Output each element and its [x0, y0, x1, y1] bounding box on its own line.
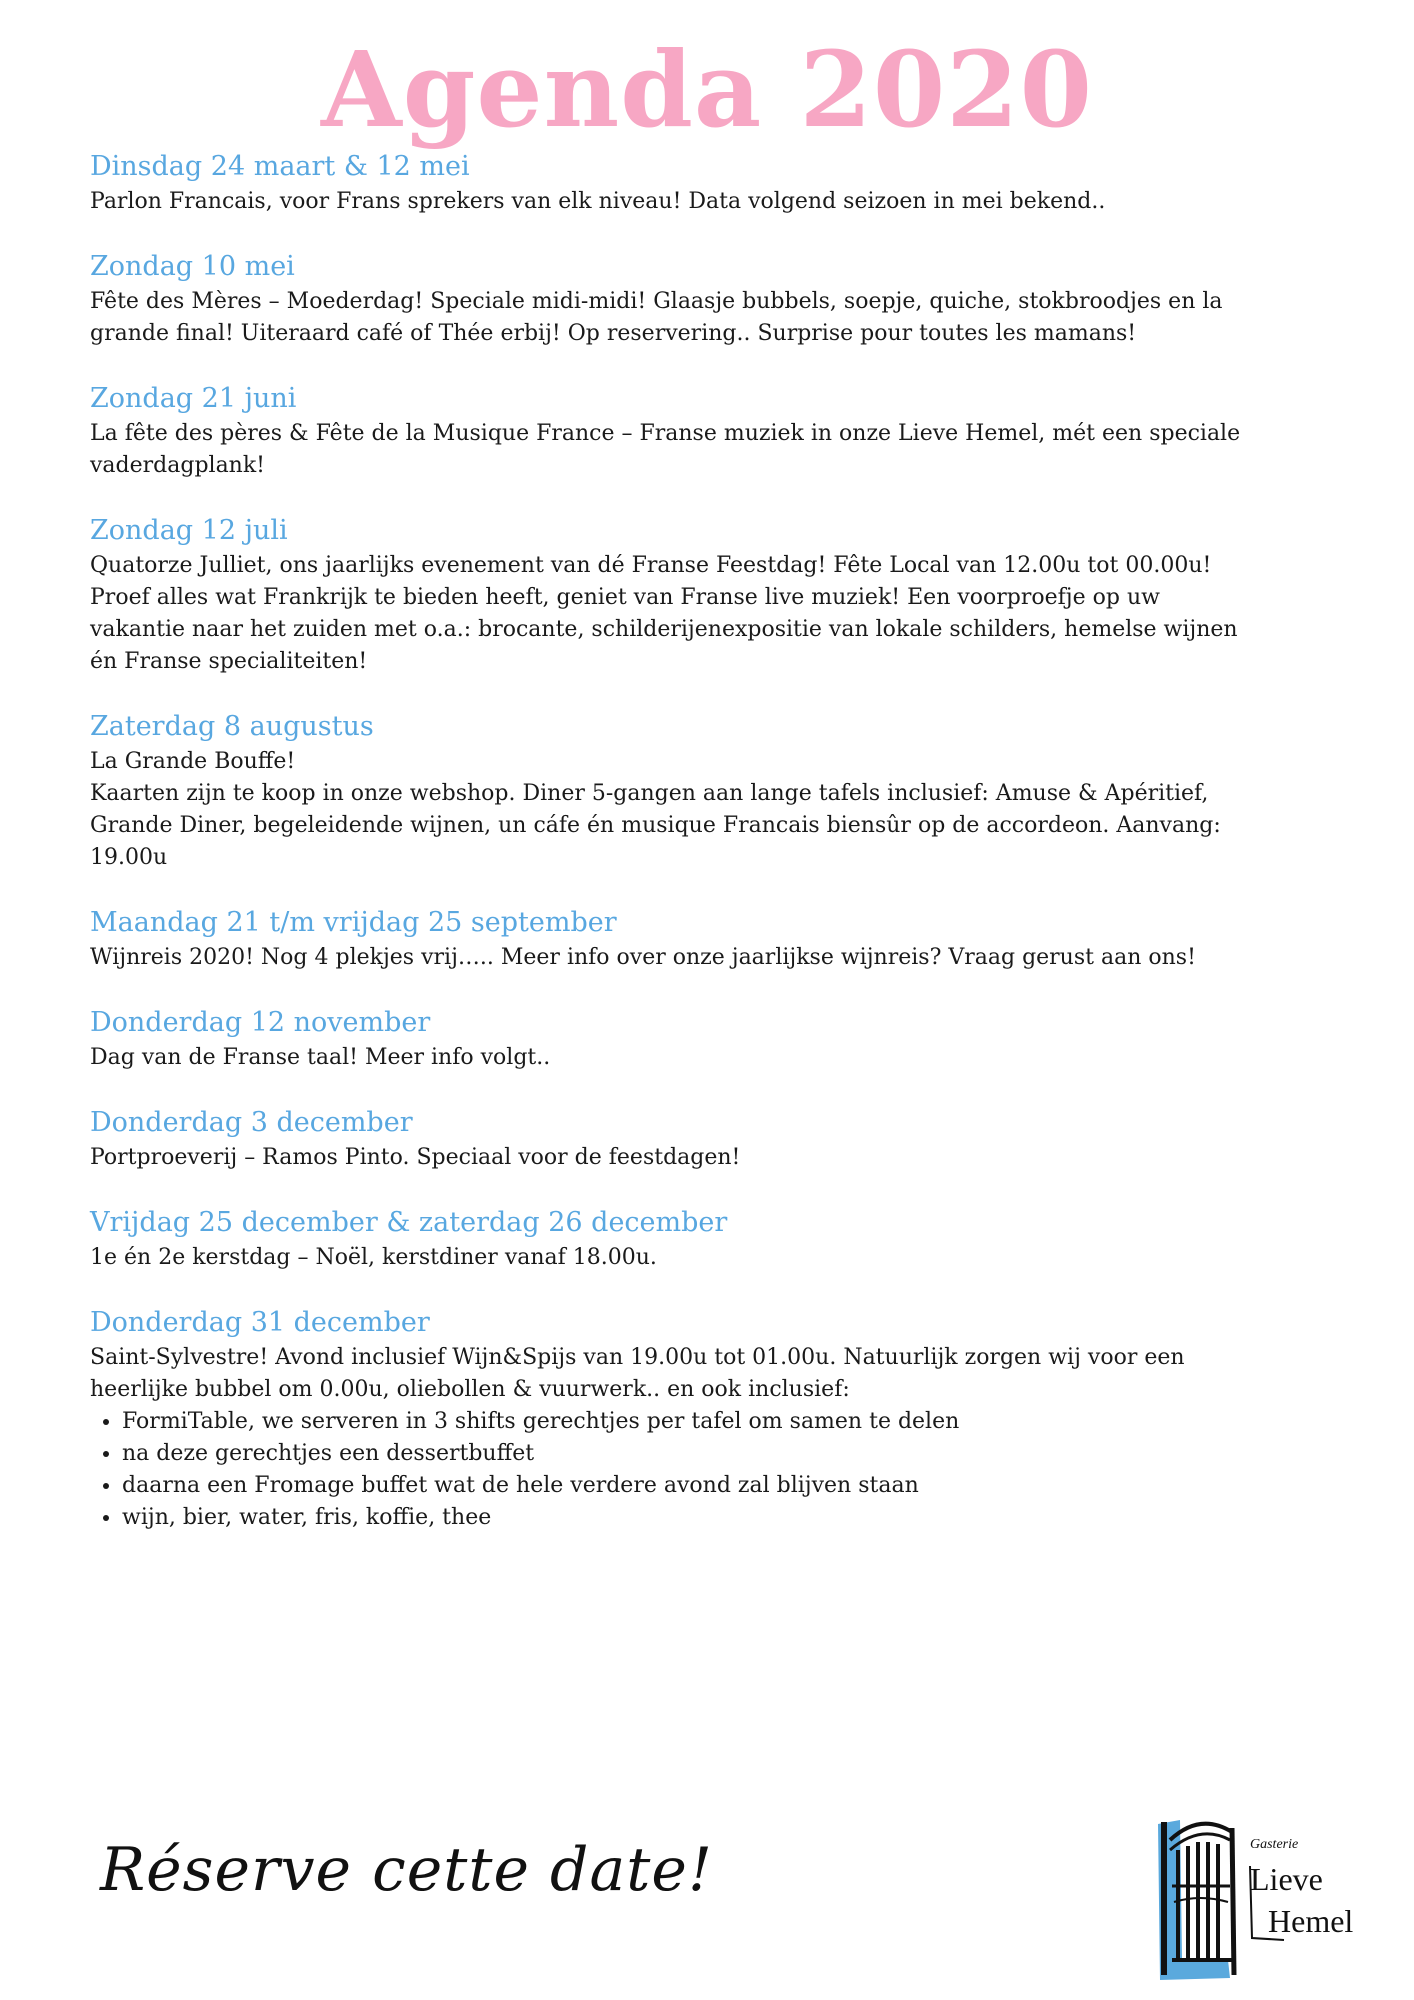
event-description	[90, 746, 1250, 874]
event-text: 1e én 2e kerstdag – Noël, kerstdiner vanaf 18.00u.	[90, 1245, 657, 1270]
event-description	[90, 1342, 1250, 1406]
event-item	[90, 380, 1250, 482]
event-item	[90, 708, 1250, 874]
event-text: Wijnreis 2020! Nog 4 plekjes vrij….. Meer info over onze jaarlijkse wijnreis? Vraag gerust aan ons!	[90, 945, 1196, 970]
logo-line2: Hemel	[1268, 1903, 1354, 1939]
bullet-item: • daarna een Fromage buffet wat de hele verdere avond zal blijven staan	[122, 1470, 1250, 1502]
bullet-item: • FormiTable, we serveren in 3 shifts gerechtjes per tafel om samen te delen	[122, 1406, 1250, 1438]
event-date: Zaterdag 8 augustus	[90, 711, 374, 742]
event-description	[90, 550, 1250, 678]
event-description	[90, 186, 1250, 218]
event-date: Donderdag 3 december	[90, 1107, 413, 1138]
event-date: Vrijdag 25 december & zaterdag 26 december	[90, 1207, 728, 1238]
bullet-item: • wijn, bier, water, fris, koffie, thee	[122, 1502, 1250, 1534]
event-date: Dinsdag 24 maart & 12 mei	[90, 151, 470, 182]
event-text: Dag van de Franse taal! Meer info volgt..	[90, 1045, 551, 1070]
event-date: Maandag 21 t/m vrijdag 25 september	[90, 907, 617, 938]
agenda-list	[90, 148, 1250, 1564]
event-text: Parlon Francais, voor Frans sprekers van elk niveau! Data volgend seizoen in mei bekend..	[90, 189, 1106, 214]
event-item	[90, 1104, 1250, 1174]
page-title: Agenda 2020	[321, 28, 1093, 151]
event-description	[90, 1142, 1250, 1174]
event-description	[90, 942, 1250, 974]
event-text: Portproeverij – Ramos Pinto. Speciaal voor de feestdagen!	[90, 1145, 741, 1170]
event-date: Zondag 21 juni	[90, 383, 297, 414]
event-text: La fête des pères & Fête de la Musique France – Franse muziek in onze Lieve Hemel, mét een speciale vaderdagplank!	[90, 421, 1241, 478]
event-item	[90, 904, 1250, 974]
bullet-item: • na deze gerechtjes een dessertbuffet	[122, 1438, 1250, 1470]
reserve-tagline: Réserve cette date!	[100, 1835, 713, 1905]
event-date: Donderdag 31 december	[90, 1307, 430, 1338]
event-text: Fête des Mères – Moederdag! Speciale midi-midi! Glaasje bubbels, soepje, quiche, stokbroodjes en la grande final! Uiteraard café of Thée erbij! Op reservering.. Surprise pour toutes les mamans!	[90, 289, 1223, 346]
event-text-detail: Kaarten zijn te koop in onze webshop. Diner 5-gangen aan lange tafels inclusief: Amuse & Apéritief, Grande Diner, begeleidende wijnen, un cáfe én musique Francais biensûr op de accordeon. Aanvang: 19.00u	[90, 781, 1221, 870]
event-item	[90, 248, 1250, 350]
event-text: Quatorze Julliet, ons jaarlijks evenement van dé Franse Feestdag! Fête Local van 12.00u tot 00.00u! Proef alles wat Frankrijk te bieden heeft, geniet van Franse live muziek! Een voorproefje op uw vakantie naar het zuiden met o.a.: brocante, schilderijenexpositie van lokale schilders, hemelse wijnen én Franse specialiteiten!	[90, 553, 1238, 674]
event-date: Zondag 12 juli	[90, 515, 288, 546]
event-item	[90, 148, 1250, 218]
event-item	[90, 512, 1250, 678]
event-description	[90, 418, 1250, 482]
event-description	[90, 1042, 1250, 1074]
event-item	[90, 1004, 1250, 1074]
gasterie-logo	[1150, 1810, 1390, 1985]
event-bullet-list	[90, 1406, 1250, 1534]
event-text: Saint-Sylvestre! Avond inclusief Wijn&Spijs van 19.00u tot 01.00u. Natuurlijk zorgen wij voor een heerlijke bubbel om 0.00u, oliebollen & vuurwerk.. en ook inclusief:	[90, 1345, 1185, 1402]
event-item	[90, 1204, 1250, 1274]
event-date: Donderdag 12 november	[90, 1007, 431, 1038]
gate-icon	[1158, 1820, 1234, 1980]
event-description	[90, 286, 1250, 350]
logo-small-text: Gasterie	[1250, 1837, 1299, 1852]
event-text: La Grande Bouffe!	[90, 749, 296, 774]
logo-line1: Lieve	[1250, 1861, 1323, 1897]
event-date: Zondag 10 mei	[90, 251, 295, 282]
event-description	[90, 1242, 1250, 1274]
event-item	[90, 1304, 1250, 1534]
